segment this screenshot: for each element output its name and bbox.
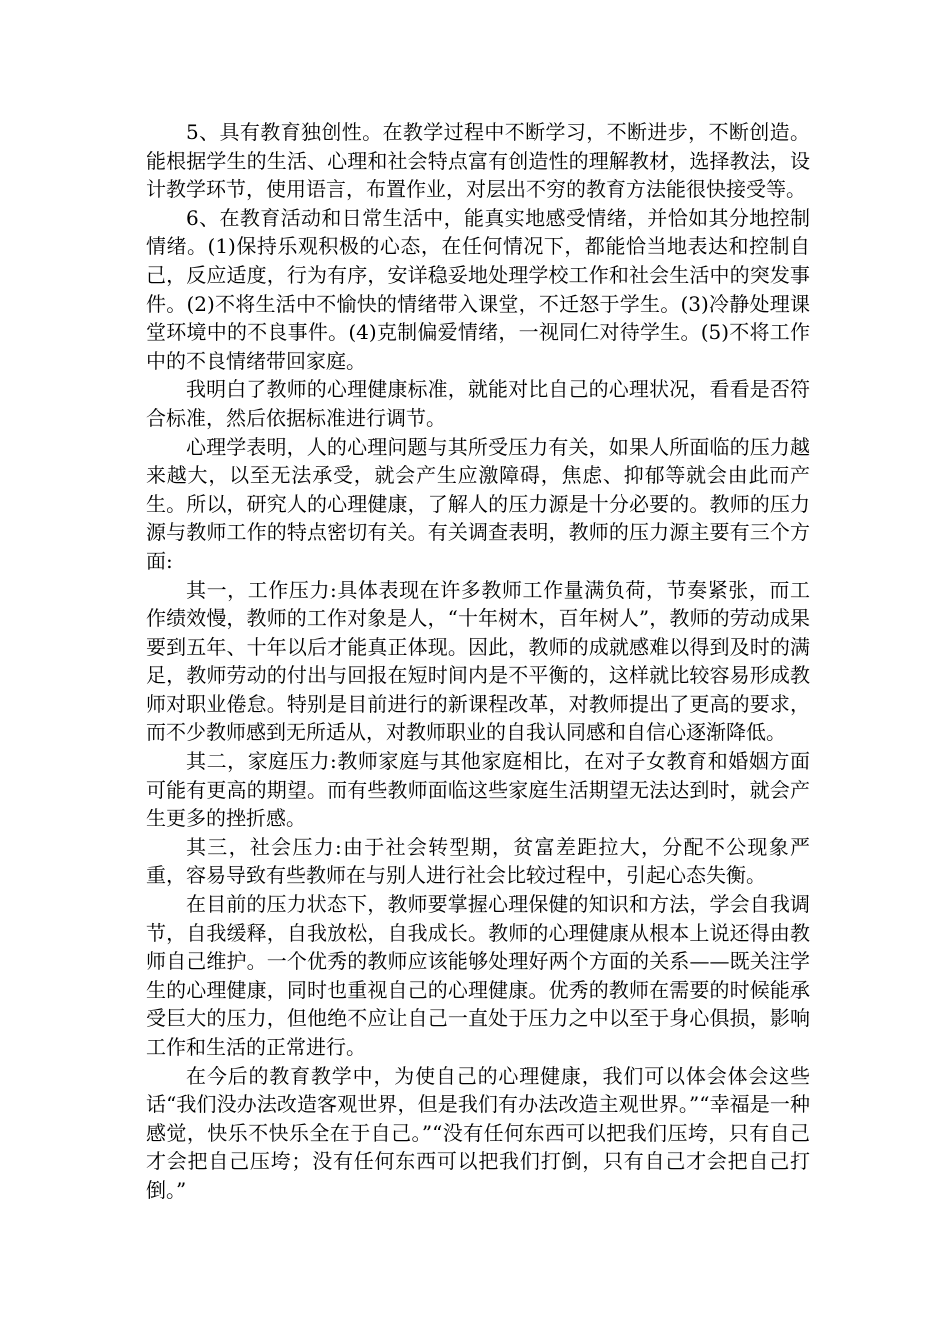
paragraph-creativity: 5、具有教育独创性。在教学过程中不断学习，不断进步，不断创造。能根据学生的生活、心理和社会特点富有创造性的理解教材，选择教法，设计教学环节，使用语言，布置作业，对层出不穷的教育方法能很快接受等。 (146, 120, 810, 202)
paragraph-stress-source: 心理学表明，人的心理问题与其所受压力有关，如果人所面临的压力越来越大，以至无法承受，就会产生应激障碍，焦虑、抑郁等就会由此而产生。所以，研究人的心理健康，了解人的压力源是十分必要的。教师的压力源与教师工作的特点密切有关。有关调查表明，教师的压力源主要有三个方面: (146, 434, 810, 573)
paragraph-work-pressure: 其一，工作压力:具体表现在许多教师工作量满负荷，节奏紧张，而工作绩效慢，教师的工作对象是人，“十年树木，百年树人”，教师的劳动成果要到五年、十年以后才能真正体现。因此，教师的成就感难以得到及时的满足，教师劳动的付出与回报在短时间内是不平衡的，这样就比较容易形成教师对职业倦怠。特别是目前进行的新课程改革，对教师提出了更高的要求，而不少教师感到无所适从，对教师职业的自我认同感和自信心逐渐降低。 (146, 577, 810, 745)
document-body (146, 118, 810, 1205)
paragraph-family-pressure: 其二，家庭压力:教师家庭与其他家庭相比，在对子女教育和婚姻方面可能有更高的期望。而有些教师面临这些家庭生活期望无法达到时，就会产生更多的挫折感。 (146, 749, 810, 831)
paragraph-conclusion: 在今后的教育教学中，为使自己的心理健康，我们可以体会体会这些话“我们没办法改造客观世界，但是我们有办法改造主观世界。”“幸福是一种感觉，快乐不快乐全在于自己。”“没有任何东西可以把我们压垮，只有自己才会把自己压垮；没有任何东西可以把我们打倒，只有自己才会把自己打倒。” (146, 1063, 810, 1202)
paragraph-emotion-control: 6、在教育活动和日常生活中，能真实地感受情绪，并恰如其分地控制情绪。(1)保持乐观积极的心态，在任何情况下，都能恰当地表达和控制自己，反应适度，行为有序，安详稳妥地处理学校工作和社会生活中的突发事件。(2)不将生活中不愉快的情绪带入课堂，不迁怒于学生。(3)冷静处理课堂环境中的不良事件。(4)克制偏爱情绪，一视同仁对待学生。(5)不将工作中的不良情绪带回家庭。 (146, 205, 810, 373)
paragraph-social-pressure: 其三，社会压力:由于社会转型期，贫富差距拉大，分配不公现象严重，容易导致有些教师在与别人进行社会比较过程中，引起心态失衡。 (146, 834, 810, 888)
paragraph-standard-reflection: 我明白了教师的心理健康标准，就能对比自己的心理状况，看看是否符合标准，然后依据标准进行调节。 (146, 377, 810, 430)
paragraph-self-regulation: 在目前的压力状态下，教师要掌握心理保健的知识和方法，学会自我调节，自我缓释，自我放松，自我成长。教师的心理健康从根本上说还得由教师自己维护。一个优秀的教师应该能够处理好两个方面的关系——既关注学生的心理健康，同时也重视自己的心理健康。优秀的教师在需要的时候能承受巨大的压力，但他绝不应让自己一直处于压力之中以至于身心俱损，影响工作和生活的正常进行。 (146, 892, 810, 1059)
